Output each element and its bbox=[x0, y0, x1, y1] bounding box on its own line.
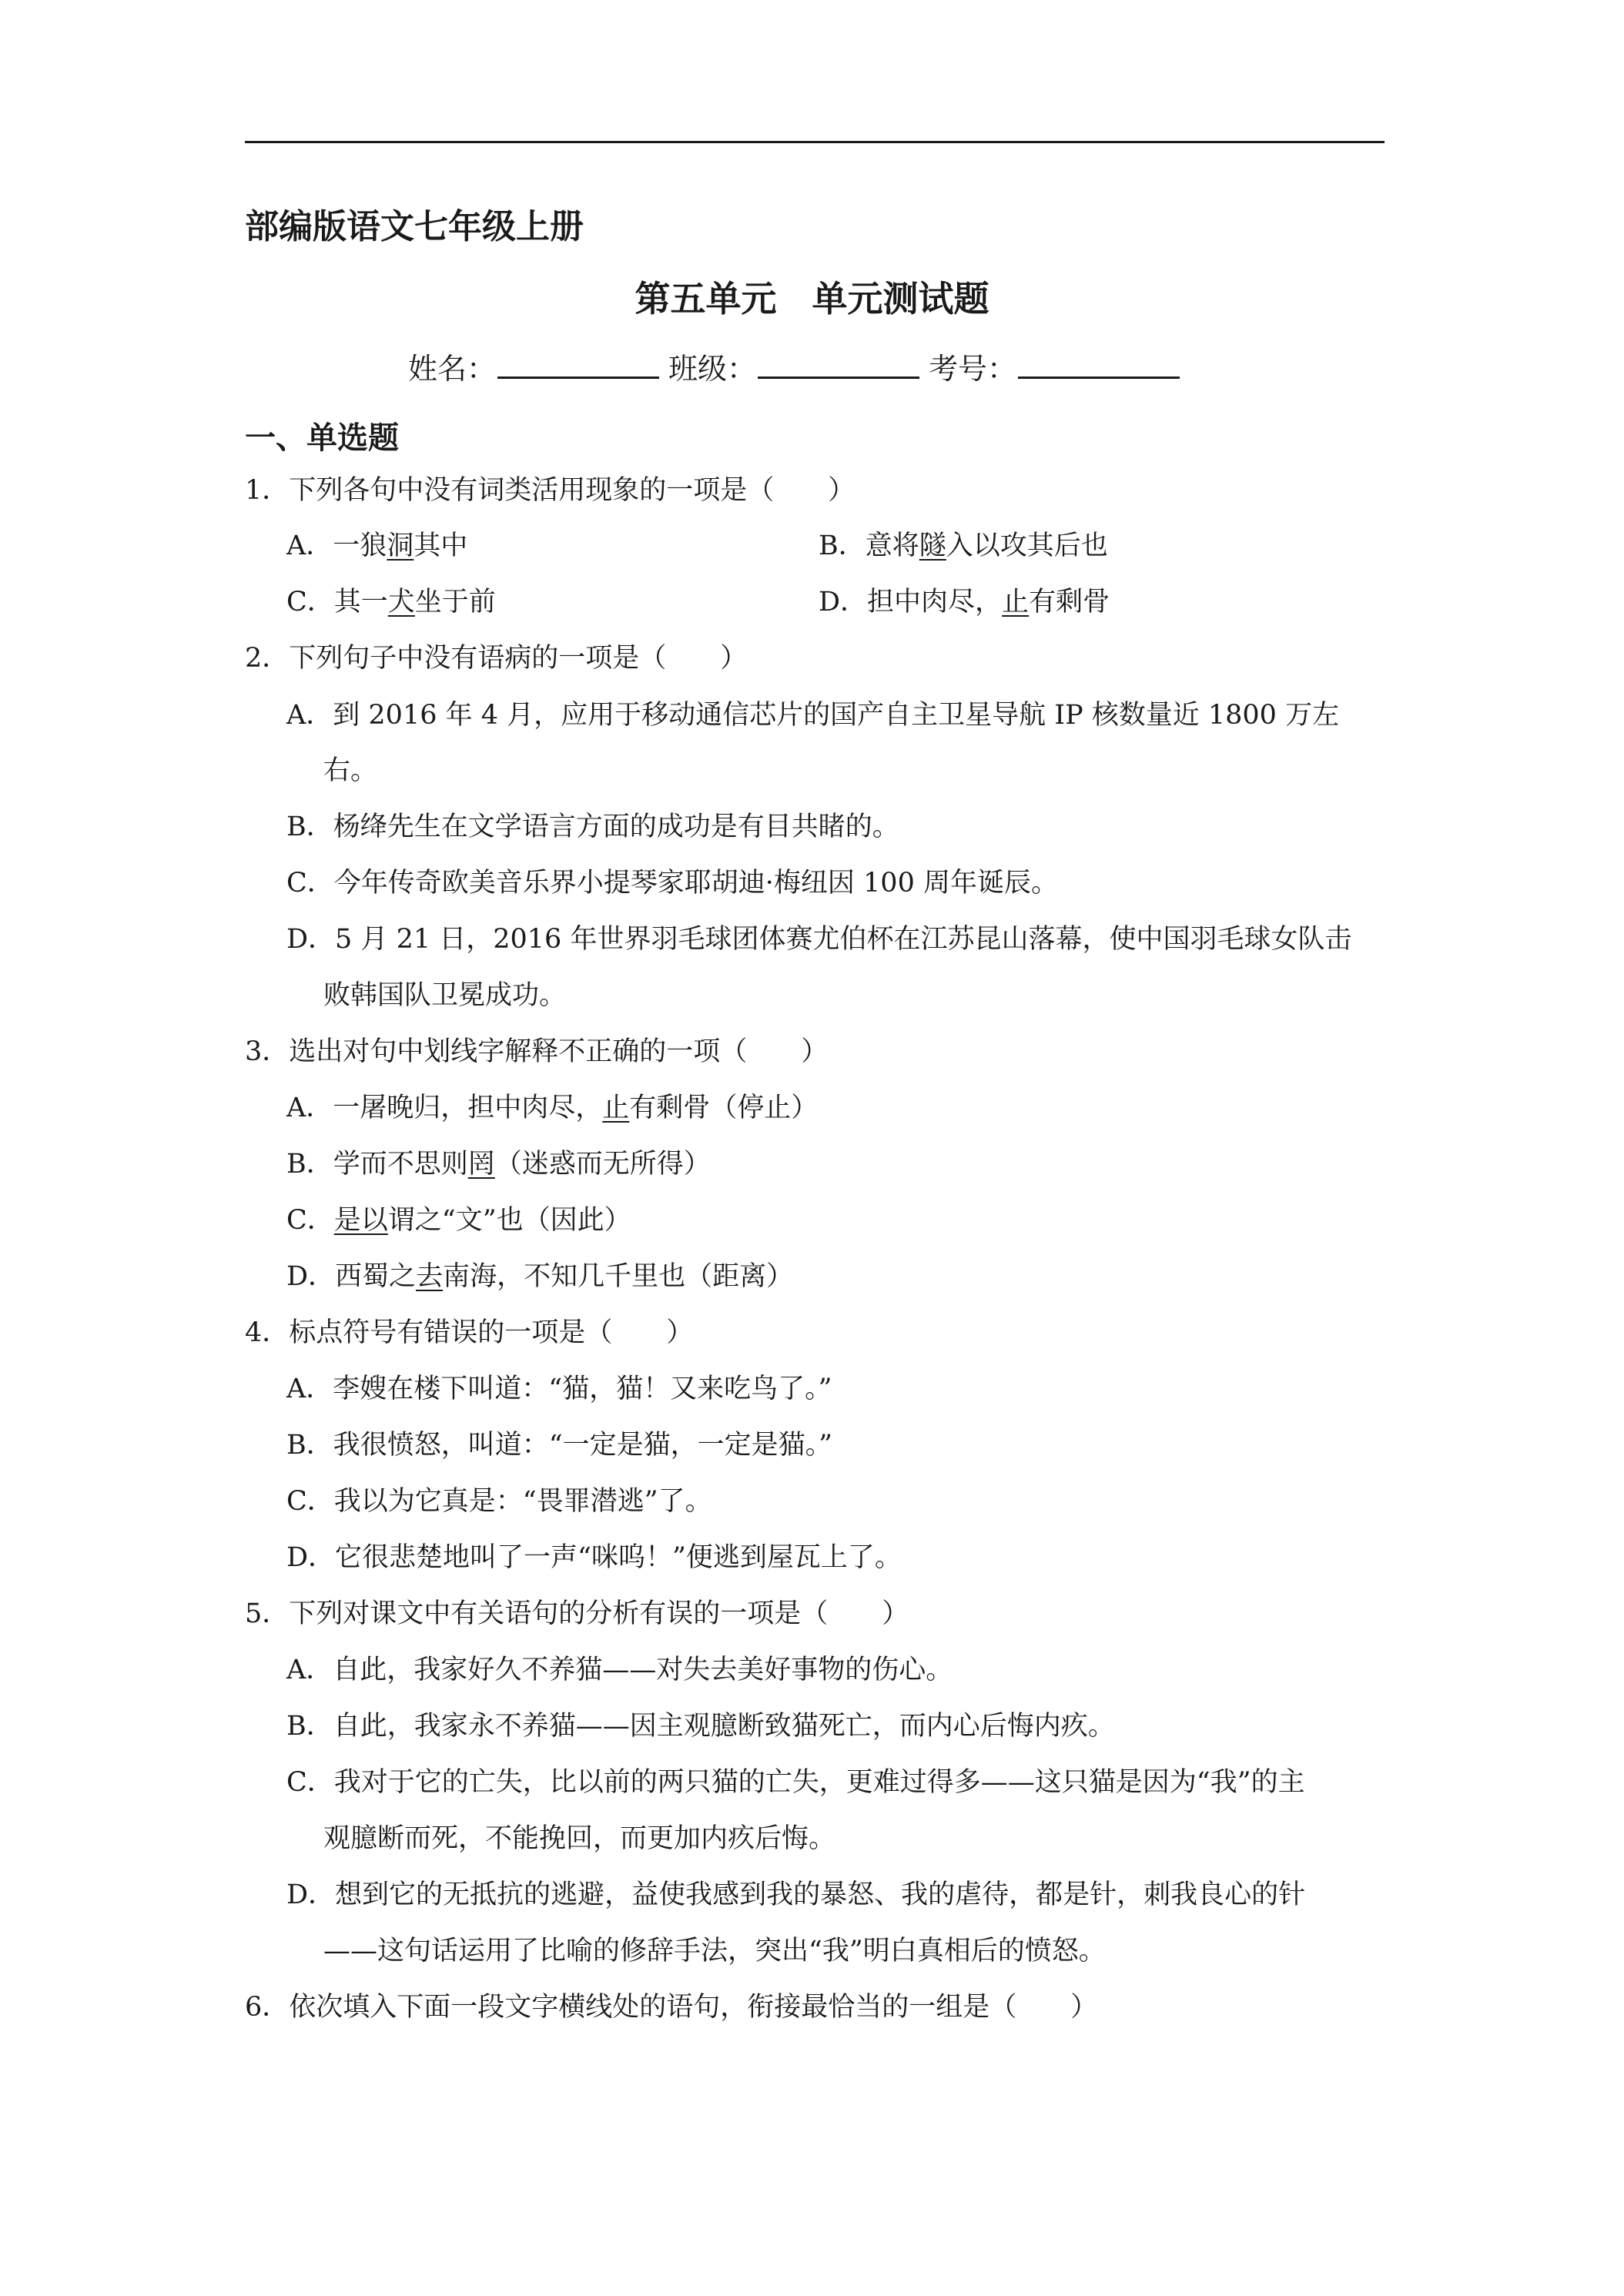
underlined-char: 是以 bbox=[333, 1205, 388, 1236]
q1-option-d bbox=[819, 589, 1110, 616]
class-label: 班级： bbox=[668, 352, 757, 386]
underlined-char: 洞 bbox=[387, 530, 414, 561]
q4-option-c: C．我以为它真是：“畏罪潜逃”了。 bbox=[286, 1486, 712, 1517]
q5-option-a: A．自此，我家好久不养猫——对失去美好事物的伤心。 bbox=[286, 1655, 953, 1685]
question-3-stem: 3．选出对句中划线字解释不正确的一项（ ） bbox=[245, 1036, 829, 1067]
q1-option-c bbox=[286, 589, 496, 616]
underlined-char: 隧 bbox=[919, 530, 946, 561]
underlined-char: 罔 bbox=[467, 1149, 495, 1180]
q3-option-b bbox=[286, 1151, 711, 1178]
book-title: 部编版语文七年级上册 bbox=[245, 207, 584, 246]
option-text: B．意将 bbox=[819, 530, 919, 561]
q4-option-b: B．我很愤怒，叫道：“一定是猫，一定是猫。” bbox=[286, 1430, 833, 1461]
option-text: B．学而不思则 bbox=[286, 1149, 468, 1180]
option-text: 有剩骨 bbox=[1029, 587, 1110, 618]
q4-option-a: A．李嫂在楼下叫道：“猫，猫！又来吃鸟了。” bbox=[286, 1374, 832, 1404]
option-text: 南海，不知几千里也（距离） bbox=[443, 1261, 794, 1292]
name-blank[interactable] bbox=[497, 350, 659, 379]
option-text: A．一屠晚归，担中肉尽， bbox=[286, 1093, 603, 1123]
q5-option-d: D．想到它的无抵抗的逃避，益使我感到我的暴怒、我的虐待，都是针，刺我良心的针 bbox=[286, 1879, 1306, 1910]
option-text: 坐于前 bbox=[414, 587, 496, 618]
q1-option-b bbox=[819, 530, 1108, 561]
q4-option-d: D．它很悲楚地叫了一声“咪呜！”便逃到屋瓦上了。 bbox=[286, 1542, 902, 1573]
student-info-row bbox=[408, 345, 1189, 387]
underlined-char: 去 bbox=[416, 1261, 444, 1292]
page-title: 第五单元 单元测试题 bbox=[635, 278, 989, 320]
q5-option-c-cont: 观臆断而死，不能挽回，而更加内疚后悔。 bbox=[323, 1823, 836, 1854]
class-blank[interactable] bbox=[758, 350, 919, 379]
underlined-char: 止 bbox=[1002, 587, 1030, 618]
exam-no-blank[interactable] bbox=[1018, 350, 1180, 379]
q5-option-b: B．自此，我家永不养猫——因主观臆断致猫死亡，而内心后悔内疚。 bbox=[286, 1711, 1115, 1742]
option-text: 其中 bbox=[414, 530, 468, 561]
question-4-stem: 4．标点符号有错误的一项是（ ） bbox=[245, 1317, 694, 1348]
q2-option-d: D．5 月 21 日，2016 年世界羽毛球团体赛尤伯杯在江苏昆山落幕，使中国羽毛球女队击 bbox=[286, 924, 1352, 955]
name-label: 姓名： bbox=[408, 352, 497, 386]
option-text: D．西蜀之 bbox=[286, 1261, 417, 1292]
header-rule bbox=[245, 141, 1385, 143]
exam-no-label: 考号： bbox=[929, 352, 1017, 386]
q5-option-c: C．我对于它的亡失，比以前的两只猫的亡失，更难过得多——这只猫是因为“我”的主 bbox=[286, 1767, 1305, 1798]
option-text: （迷惑而无所得） bbox=[494, 1149, 711, 1180]
q1-option-a bbox=[286, 530, 468, 561]
q2-option-a-cont: 右。 bbox=[323, 755, 378, 786]
option-text: C． bbox=[286, 1205, 334, 1236]
q2-option-d-cont: 败韩国队卫冕成功。 bbox=[323, 980, 567, 1011]
option-text: A．一狼 bbox=[286, 530, 387, 561]
q2-option-c: C．今年传奇欧美音乐界小提琴家耶胡迪·梅纽因 100 周年诞辰。 bbox=[286, 868, 1058, 899]
underlined-char: 犬 bbox=[387, 587, 415, 618]
q2-option-b: B．杨绛先生在文学语言方面的成功是有目共睹的。 bbox=[286, 812, 899, 842]
q3-option-d bbox=[286, 1263, 793, 1290]
option-text: 谓之“文”也（因此） bbox=[387, 1205, 631, 1236]
option-text: D．担中肉尽， bbox=[819, 587, 1003, 618]
option-text: 入以攻其后也 bbox=[946, 530, 1108, 561]
section-heading: 一、单选题 bbox=[245, 420, 399, 456]
option-text: C．其一 bbox=[286, 587, 388, 618]
underlined-char: 止 bbox=[602, 1093, 630, 1123]
q3-option-a bbox=[286, 1095, 818, 1122]
question-1-stem: 1．下列各句中没有词类活用现象的一项是（ ） bbox=[245, 475, 856, 506]
option-text: 有剩骨（停止） bbox=[629, 1093, 819, 1123]
q3-option-c bbox=[286, 1207, 631, 1234]
q2-option-a: A．到 2016 年 4 月，应用于移动通信芯片的国产自主卫星导航 IP 核数量近 1800 万左 bbox=[286, 700, 1340, 731]
question-5-stem: 5．下列对课文中有关语句的分析有误的一项是（ ） bbox=[245, 1598, 909, 1629]
question-6-stem: 6．依次填入下面一段文字横线处的语句，衔接最恰当的一组是（ ） bbox=[245, 1992, 1098, 2023]
question-2-stem: 2．下列句子中没有语病的一项是（ ） bbox=[245, 643, 748, 674]
q5-option-d-cont: ——这句话运用了比喻的修辞手法，突出“我”明白真相后的愤怒。 bbox=[323, 1936, 1106, 1966]
